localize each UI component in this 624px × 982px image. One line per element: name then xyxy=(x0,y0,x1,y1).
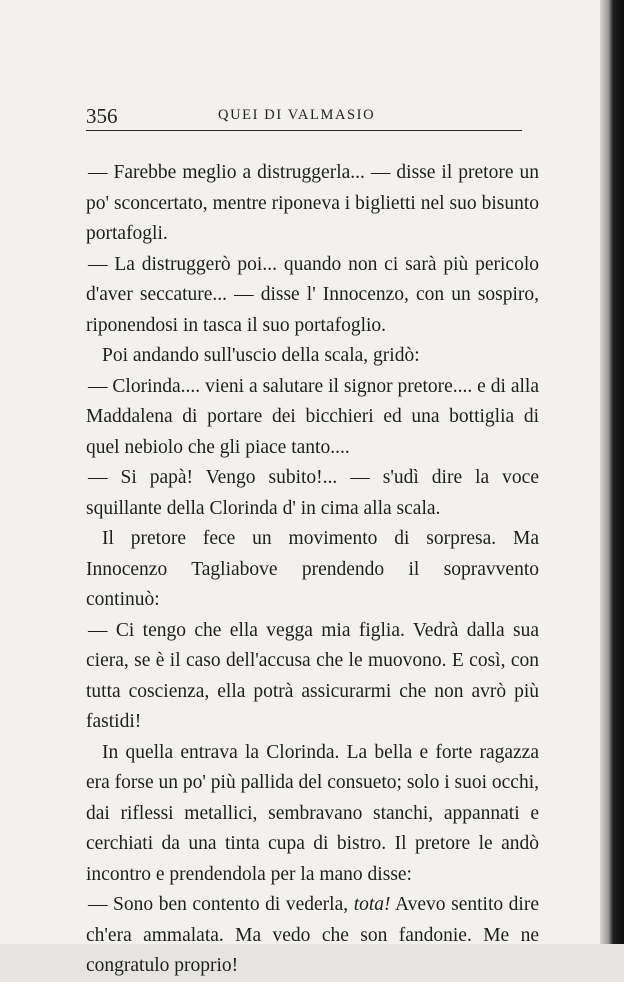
paragraph-9-after: Avevo sentito dire ch'era ammalata. Ma vedo che son fandonie. Me ne congratulo proprio! xyxy=(86,894,539,976)
paragraph-7: — Ci tengo che ella vegga mia figlia. Vedrà dalla sua ciera, se è il caso dell'accusa che le muovono. E così, con tutta coscienza, ella potrà assicurarmi che non avrò più fastidi! xyxy=(86,619,539,732)
paragraph-2: — La distruggerò poi... quando non ci sarà più pericolo d'aver seccature... — disse l' Innocenzo, con un sospiro, riponendosi in tasca il suo portafoglio. xyxy=(86,253,539,336)
body-text xyxy=(86,158,539,982)
paragraph-9 xyxy=(86,890,539,982)
paragraph-6: Il pretore fece un movimento di sorpresa. Ma Innocenzo Tagliabove prendendo il sopravvento continuò: xyxy=(86,528,539,610)
paragraph-4: — Clorinda.... vieni a salutare il signor pretore.... e di alla Maddalena di portare dei bicchieri ed una bottiglia di quel nebiolo che gli piace tanto.... xyxy=(86,375,539,458)
page-number: 356 xyxy=(86,104,118,128)
paragraph-3: Poi andando sull'uscio della scala, gridò: xyxy=(102,345,420,366)
paragraph-8: In quella entrava la Clorinda. La bella e forte ragazza era forse un po' più pallida del consueto; solo i suoi occhi, dai riflessi metallici, sembravano stanchi, appannati e cerchiati da una tinta cupa di bistro. Il pretore le andò incontro e prendendola per la mano disse: xyxy=(86,741,539,885)
paragraph-5: — Si papà! Vengo subito!... — s'udì dire la voce squillante della Clorinda d' in cima alla scala. xyxy=(86,467,539,519)
paragraph-1: — Farebbe meglio a distruggerla... — disse il pretore un po' sconcertato, mentre riponeva i biglietti nel suo bisunto portafogli. xyxy=(86,162,539,244)
paragraph-9-italic: tota! xyxy=(353,894,391,915)
book-spine-shadow xyxy=(600,0,624,944)
header-rule xyxy=(86,130,522,131)
running-title: QUEI DI VALMASIO xyxy=(218,107,376,123)
page-header xyxy=(86,104,522,130)
paragraph-9-before: — Sono ben contento di vederla, xyxy=(88,894,354,915)
